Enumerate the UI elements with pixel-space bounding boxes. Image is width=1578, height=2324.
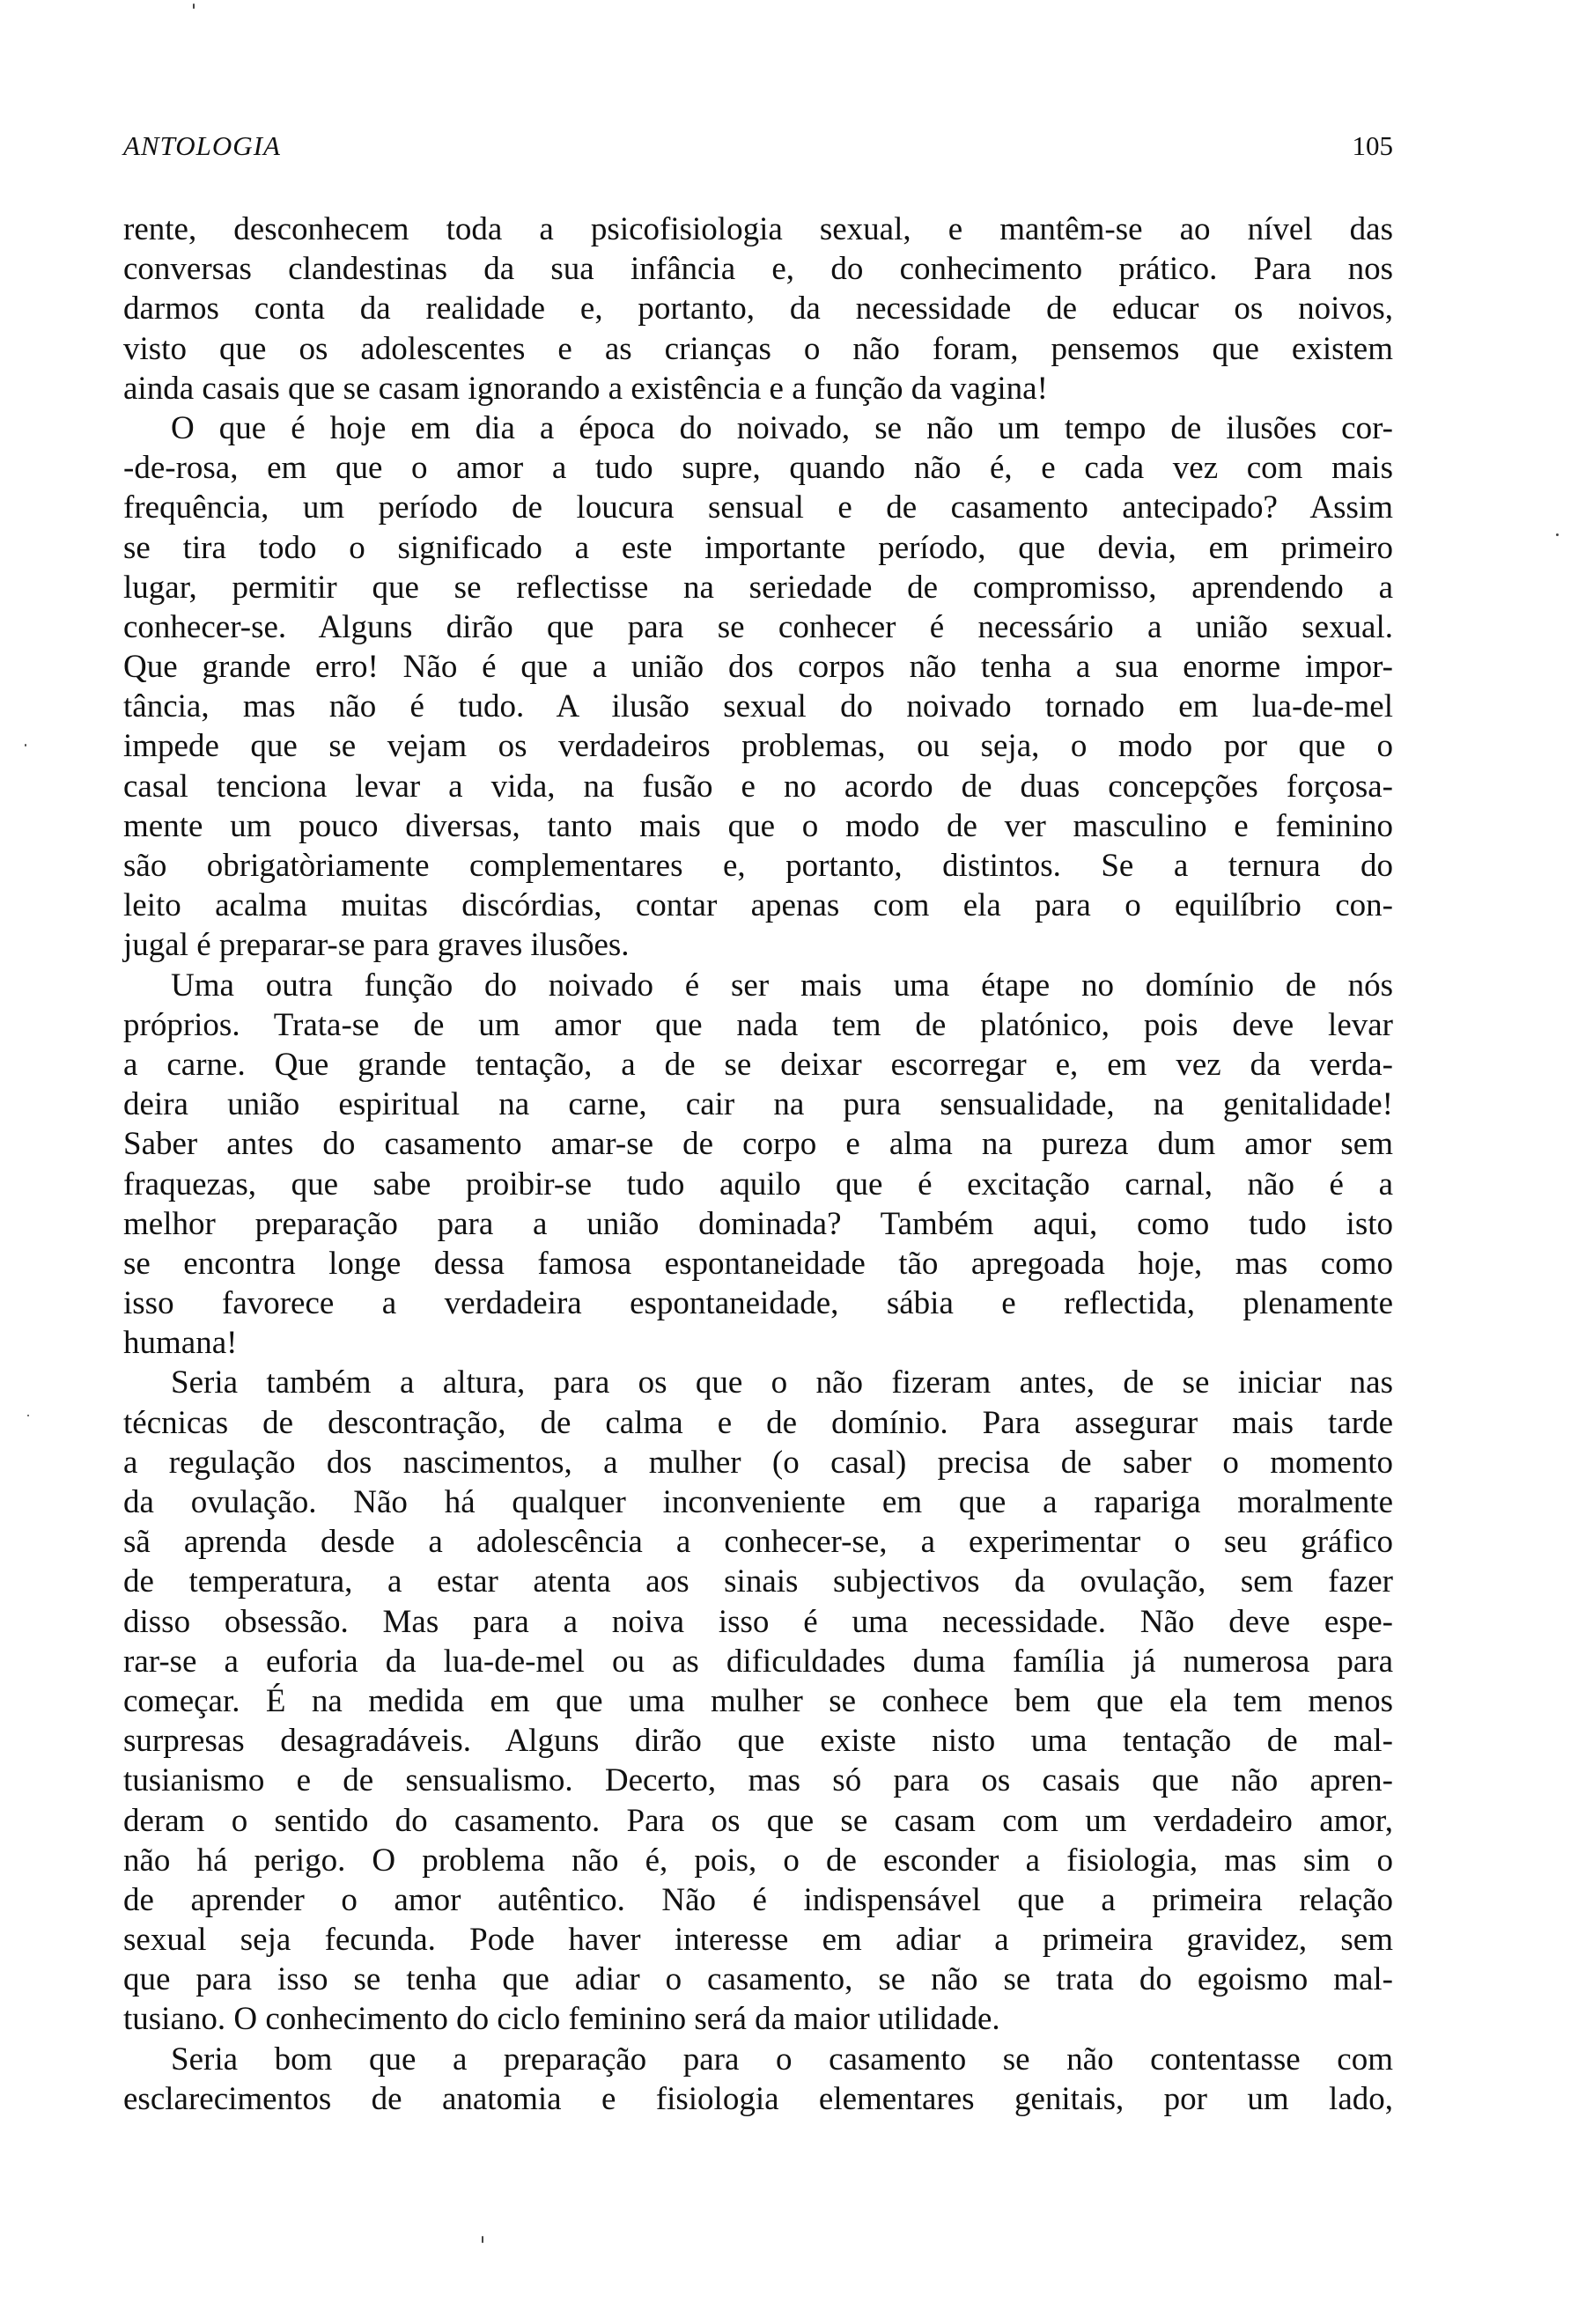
paragraph — [123, 210, 1393, 408]
text-line: O que é hoje em dia a época do noivado, se não um tempo de ilusões cor- — [171, 409, 1393, 446]
text-line: fraquezas, que sabe proibir-se tudo aquilo que é excitação carnal, não é a — [123, 1166, 1393, 1202]
text-line: tusianismo e de sensualismo. Decerto, mas só para os casais que não apren- — [123, 1762, 1393, 1799]
text-line: se encontra longe dessa famosa espontaneidade tão apregoada hoje, mas como — [123, 1245, 1393, 1282]
paragraph — [123, 966, 1393, 1364]
text-line: surpresas desagradáveis. Alguns dirão que existe nisto uma tentação de mal- — [123, 1723, 1393, 1760]
text-line: da ovulação. Não há qualquer inconveniente em que a rapariga moralmente — [123, 1484, 1393, 1520]
text-line: técnicas de descontração, de calma e de domínio. Para assegurar mais tarde — [123, 1404, 1393, 1441]
text-line: sexual seja fecunda. Pode haver interesse em adiar a primeira gravidez, sem — [123, 1922, 1393, 1959]
page-number: 105 — [1352, 130, 1393, 161]
scan-speck — [1556, 533, 1559, 536]
text-line: de aprender o amor autêntico. Não é indispensável que a primeira relação — [123, 1881, 1393, 1918]
text-line: rente, desconhecem toda a psicofisiologia sexual, e mantêm-se ao nível das — [123, 211, 1393, 247]
text-line: conversas clandestinas da sua infância e, do conhecimento prático. Para nos — [123, 251, 1393, 288]
text-line: visto que os adolescentes e as crianças o não foram, pensemos que existem — [123, 330, 1393, 367]
text-line: se tira todo o significado a este importante período, que devia, em primeiro — [123, 529, 1393, 566]
text-line: tusiano. O conhecimento do ciclo feminino será da maior utilidade. — [123, 2001, 1000, 2038]
text-line: isso favorece a verdadeira espontaneidade, sábia e reflectida, plenamente — [123, 1285, 1393, 1322]
text-line: esclarecimentos de anatomia e fisiologia elementares genitais, por um lado, — [123, 2080, 1393, 2117]
text-line: Seria bom que a preparação para o casamento se não contentasse com — [171, 2041, 1393, 2078]
text-line: deira união espiritual na carne, cair na pura sensualidade, na genitalidade! — [123, 1086, 1393, 1123]
text-line: ainda casais que se casam ignorando a existência e a função da vagina! — [123, 370, 1048, 407]
scan-speck — [27, 1415, 29, 1416]
text-line: a carne. Que grande tentação, a de se deixar escorregar e, em vez da verda- — [123, 1046, 1393, 1083]
text-line: são obrigatòriamente complementares e, portanto, distintos. Se a ternura do — [123, 848, 1393, 884]
text-line: humana! — [123, 1325, 238, 1362]
text-line: conhecer-se. Alguns dirão que para se conhecer é necessário a união sexual. — [123, 608, 1393, 645]
text-line: leito acalma muitas discórdias, contar apenas com ela para o equilíbrio con- — [123, 887, 1393, 924]
scan-speck — [482, 2236, 483, 2243]
paragraph — [123, 2040, 1393, 2119]
text-line: jugal é preparar-se para graves ilusões. — [123, 927, 630, 964]
text-line: Seria também a altura, para os que o não fizeram antes, de se iniciar nas — [171, 1364, 1393, 1401]
text-line: -de-rosa, em que o amor a tudo supre, quando não é, e cada vez com mais — [123, 450, 1393, 487]
text-line: que para isso se tenha que adiar o casamento, se não se trata do egoismo mal- — [123, 1961, 1393, 1998]
text-line: de temperatura, a estar atenta aos sinais subjectivos da ovulação, sem fazer — [123, 1563, 1393, 1600]
text-line: começar. É na medida em que uma mulher se conhece bem que ela tem menos — [123, 1682, 1393, 1719]
text-line: impede que se vejam os verdadeiros problemas, ou seja, o modo por que o — [123, 728, 1393, 765]
text-line: não há perigo. O problema não é, pois, o de esconder a fisiologia, mas sim o — [123, 1842, 1393, 1879]
text-line: sã aprenda desde a adolescência a conhecer-se, a experimentar o seu gráfico — [123, 1524, 1393, 1561]
text-line: tância, mas não é tudo. A ilusão sexual do noivado tornado em lua-de-mel — [123, 688, 1393, 725]
text-line: deram o sentido do casamento. Para os que se casam com um verdadeiro amor, — [123, 1802, 1393, 1839]
text-line: melhor preparação para a união dominada? Também aqui, como tudo isto — [123, 1205, 1393, 1242]
scan-speck — [25, 744, 26, 746]
scan-speck — [193, 4, 195, 9]
text-line: casal tenciona levar a vida, na fusão e no acordo de duas concepções forçosa- — [123, 768, 1393, 805]
text-line: a regulação dos nascimentos, a mulher (o casal) precisa de saber o momento — [123, 1444, 1393, 1481]
text-line: Que grande erro! Não é que a união dos corpos não tenha a sua enorme impor- — [123, 649, 1393, 686]
text-line: rar-se a euforia da lua-de-mel ou as dificuldades duma família já numerosa para — [123, 1643, 1393, 1680]
body-text — [123, 210, 1393, 2119]
text-line: disso obsessão. Mas para a noiva isso é uma necessidade. Não deve espe- — [123, 1603, 1393, 1640]
paragraph — [123, 1363, 1393, 2039]
text-line: Saber antes do casamento amar-se de corpo e alma na pureza dum amor sem — [123, 1126, 1393, 1163]
text-line: próprios. Trata-se de um amor que nada tem de platónico, pois deve levar — [123, 1006, 1393, 1043]
text-line: mente um pouco diversas, tanto mais que o modo de ver masculino e feminino — [123, 807, 1393, 844]
running-header — [123, 130, 1393, 169]
paragraph — [123, 408, 1393, 966]
text-line: darmos conta da realidade e, portanto, da necessidade de educar os noivos, — [123, 290, 1393, 327]
text-line: frequência, um período de loucura sensual e de casamento antecipado? Assim — [123, 489, 1393, 526]
running-title: ANTOLOGIA — [123, 130, 281, 161]
text-line: lugar, permitir que se reflectisse na seriedade de compromisso, aprendendo a — [123, 569, 1393, 606]
text-line: Uma outra função do noivado é ser mais uma étape no domínio de nós — [171, 967, 1393, 1004]
